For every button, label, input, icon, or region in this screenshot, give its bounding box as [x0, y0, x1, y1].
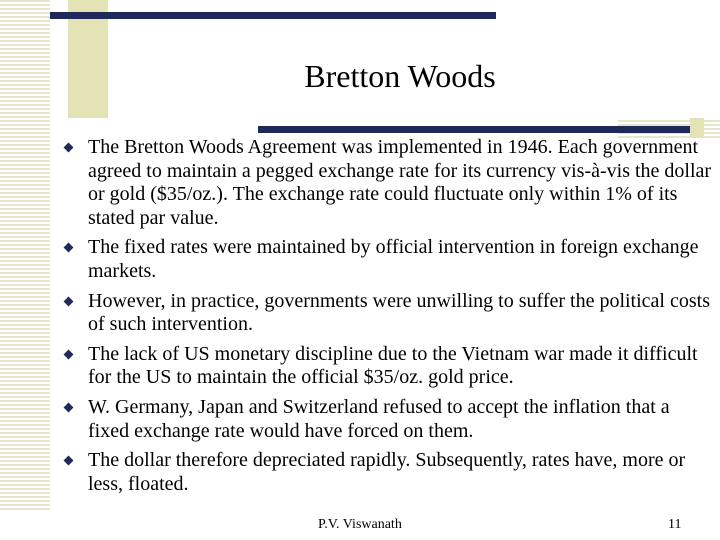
- bullet-item: [62, 396, 712, 443]
- bullet-text: However, in practice, governments were unwilling to suffer the political costs of such intervention.: [88, 289, 710, 336]
- bullet-text: The Bretton Woods Agreement was implemented in 1946. Each government agreed to maintain a pegged exchange rate for its currency vis-à-vis the dollar or gold ($35/oz.). The exchange rate could fluctuate only within 1% of its stated par value.: [88, 136, 712, 229]
- decorative-stripes-left: [0, 0, 50, 512]
- bullet-text: The lack of US monetary discipline due to the Vietnam war made it difficult for the US to maintain the official $35/oz. gold price.: [88, 342, 698, 389]
- bullet-item: [62, 449, 712, 496]
- bullet-item: [62, 136, 712, 230]
- diamond-bullet-icon: [64, 143, 74, 153]
- diamond-bullet-icon: [64, 402, 74, 412]
- decorative-top-bar: [50, 12, 496, 19]
- bullet-list: [62, 136, 712, 502]
- bullet-text: W. Germany, Japan and Switzerland refused to accept the inflation that a fixed exchange rate would have forced on them.: [88, 395, 670, 442]
- diamond-bullet-icon: [64, 349, 74, 359]
- diamond-bullet-icon: [64, 456, 74, 466]
- bullet-item: [62, 290, 712, 337]
- slide-title: Bretton Woods: [304, 58, 496, 94]
- diamond-bullet-icon: [64, 243, 74, 253]
- footer-author: P.V. Viswanath: [318, 517, 402, 532]
- decorative-olive-small-block: [690, 118, 704, 138]
- bullet-item: [62, 343, 712, 390]
- bullet-text: The dollar therefore depreciated rapidly. Subsequently, rates have, more or less, floated.: [88, 449, 686, 495]
- page-number: 11: [668, 517, 682, 532]
- bullet-item: [62, 236, 712, 283]
- bullet-text: The fixed rates were maintained by official intervention in foreign exchange markets.: [88, 236, 699, 282]
- diamond-bullet-icon: [64, 296, 74, 306]
- decorative-title-underline-bar: [258, 126, 690, 133]
